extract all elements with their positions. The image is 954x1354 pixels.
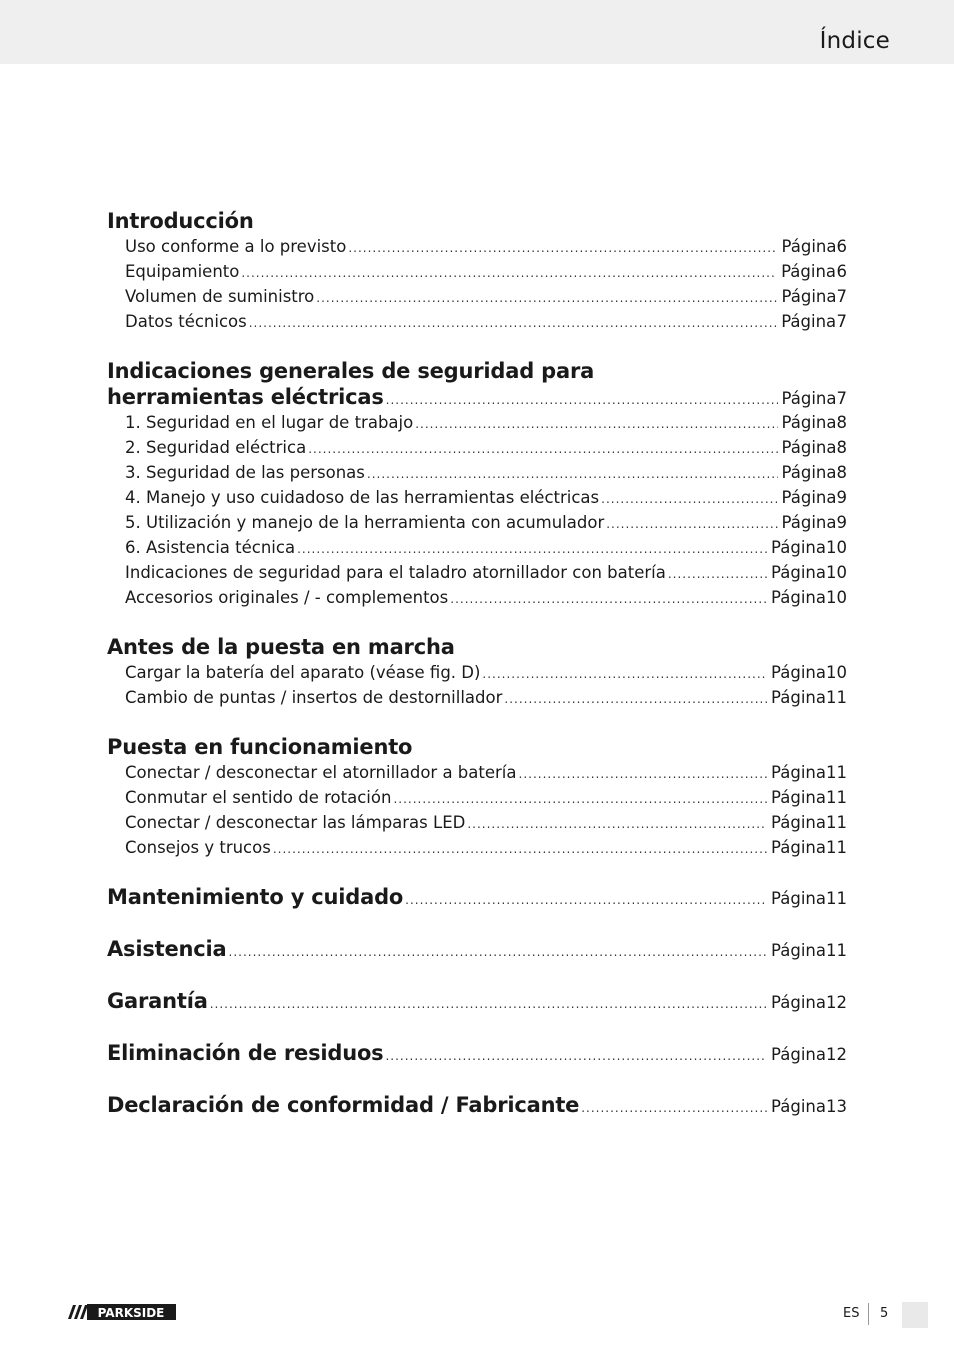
page-word: Página [771, 993, 826, 1012]
dot-leader [316, 286, 777, 311]
toc-entry[interactable] [107, 259, 847, 284]
page-number: 6 [836, 262, 847, 281]
toc-entry[interactable] [107, 810, 847, 835]
toc-section-declaracion [107, 1092, 847, 1118]
page-number: 8 [836, 413, 847, 432]
dot-leader [415, 412, 777, 437]
page-word: Página [781, 287, 837, 306]
entry-label: Conectar / desconectar el atornillador a batería [125, 763, 517, 782]
page-word: Página [781, 312, 837, 331]
page-word: Página [771, 588, 826, 607]
toc-entry[interactable] [107, 1092, 847, 1118]
page-number: 9 [836, 513, 847, 532]
entry-label: 1. Seguridad en el lugar de trabajo [125, 413, 414, 432]
dot-leader [405, 887, 767, 913]
dot-leader [367, 462, 778, 487]
entry-label: Equipamiento [125, 262, 240, 281]
toc-entry[interactable] [107, 835, 847, 860]
page-word: Página [781, 513, 837, 532]
page-number-footer: 5 [880, 1306, 889, 1321]
dot-leader [249, 311, 777, 336]
section-title: Eliminación de residuos [107, 1041, 384, 1065]
toc-entry[interactable] [107, 284, 847, 309]
section-title: Puesta en funcionamiento [107, 735, 413, 759]
entry-label: Datos técnicos [125, 312, 247, 331]
page-number: 11 [826, 941, 847, 960]
section-title: Declaración de conformidad / Fabricante [107, 1093, 580, 1117]
entry-label: 4. Manejo y uso cuidadoso de las herramientas eléctricas [125, 488, 600, 507]
page-number: 8 [836, 438, 847, 457]
page-word: Página [781, 488, 837, 507]
section-title: Garantía [107, 989, 208, 1013]
page-number: 10 [826, 538, 847, 557]
page-word: Página [771, 538, 826, 557]
toc-entry[interactable] [107, 410, 847, 435]
section-title: herramientas eléctricas [107, 385, 384, 409]
toc-entry[interactable] [107, 660, 847, 685]
page-word: Página [781, 438, 837, 457]
page-word: Página [771, 688, 826, 707]
page-number: 10 [826, 563, 847, 582]
toc-section-puesta-funcionamiento [107, 734, 847, 860]
page-number: 13 [826, 1097, 847, 1116]
page-number: 11 [826, 788, 847, 807]
brand-name: PARKSIDE [97, 1306, 165, 1320]
page-word: Página [771, 889, 826, 908]
page-number: 8 [836, 463, 847, 482]
section-title: Mantenimiento y cuidado [107, 885, 404, 909]
section-title: Introducción [107, 209, 254, 233]
toc-section-garantia [107, 988, 847, 1014]
footer-divider [868, 1303, 869, 1325]
entry-label: Cambio de puntas / insertos de destornillador [125, 688, 503, 707]
dot-leader [450, 587, 767, 612]
page-word: Página [771, 1097, 826, 1116]
toc-entry[interactable] [107, 510, 847, 535]
dot-leader [210, 991, 767, 1017]
dot-leader [581, 1095, 767, 1121]
toc-section-seguridad [107, 358, 847, 610]
entry-label: Indicaciones de seguridad para el taladro atornillador con batería [125, 563, 666, 582]
page-word: Página [771, 1045, 826, 1064]
page-corner-tab [902, 1302, 928, 1328]
toc-entry[interactable] [107, 460, 847, 485]
toc-entry[interactable] [107, 1040, 847, 1066]
entry-label: Conectar / desconectar las lámparas LED [125, 813, 466, 832]
dot-leader [393, 787, 767, 812]
entry-label: Accesorios originales / - complementos [125, 588, 449, 607]
entry-label: 2. Seguridad eléctrica [125, 438, 307, 457]
toc-entry[interactable] [107, 585, 847, 610]
header-band [0, 0, 954, 64]
toc-entry[interactable] [107, 785, 847, 810]
toc-section-asistencia [107, 936, 847, 962]
page-number: 7 [836, 287, 847, 306]
page-word: Página [771, 663, 826, 682]
page-word: Página [771, 838, 826, 857]
page-number: 12 [826, 993, 847, 1012]
page-number: 12 [826, 1045, 847, 1064]
toc-entry[interactable] [107, 535, 847, 560]
toc-entry[interactable] [107, 384, 847, 410]
dot-leader [386, 387, 778, 413]
toc-section-antes-puesta-marcha [107, 634, 847, 710]
page-word: Página [771, 941, 826, 960]
toc-section-introduccion [107, 208, 847, 334]
dot-leader [241, 261, 777, 286]
section-title: Indicaciones generales de seguridad para [107, 359, 595, 383]
section-title: Asistencia [107, 937, 227, 961]
page-word: Página [781, 389, 837, 408]
dot-leader [601, 487, 777, 512]
dot-leader [519, 762, 768, 787]
dot-leader [348, 236, 777, 261]
page-number: 11 [826, 688, 847, 707]
page-word: Página [781, 413, 837, 432]
toc-entry[interactable] [107, 560, 847, 585]
dot-leader [273, 837, 767, 862]
page-word: Página [781, 463, 837, 482]
toc-entry[interactable] [107, 884, 847, 910]
dot-leader [467, 812, 767, 837]
toc-entry[interactable] [107, 485, 847, 510]
page-title: Índice [819, 28, 890, 54]
dot-leader [229, 939, 768, 965]
toc-entry[interactable] [107, 685, 847, 710]
page-word: Página [771, 813, 826, 832]
page-number: 7 [836, 389, 847, 408]
dot-leader [504, 687, 767, 712]
dot-leader [668, 562, 767, 587]
page-word: Página [771, 763, 826, 782]
parkside-logo-icon [65, 1303, 177, 1321]
toc-entry[interactable] [107, 435, 847, 460]
toc-entry[interactable] [107, 234, 847, 259]
page-number: 7 [836, 312, 847, 331]
page-number: 11 [826, 889, 847, 908]
entry-label: Cargar la batería del aparato (véase fig. D) [125, 663, 481, 682]
toc-entry[interactable] [107, 988, 847, 1014]
dot-leader [297, 537, 767, 562]
page-word: Página [771, 788, 826, 807]
page-number: 11 [826, 838, 847, 857]
dot-leader [385, 1043, 767, 1069]
table-of-contents [107, 208, 847, 1144]
dot-leader [308, 437, 777, 462]
dot-leader [482, 662, 767, 687]
page-word: Página [771, 563, 826, 582]
page-number: 6 [836, 237, 847, 256]
page-number: 10 [826, 588, 847, 607]
page-number: 10 [826, 663, 847, 682]
page-number: 11 [826, 813, 847, 832]
dot-leader [606, 512, 777, 537]
toc-entry[interactable] [107, 760, 847, 785]
page-number: 9 [836, 488, 847, 507]
entry-label: 6. Asistencia técnica [125, 538, 296, 557]
page-word: Página [781, 262, 837, 281]
section-title: Antes de la puesta en marcha [107, 635, 455, 659]
entry-label: Uso conforme a lo previsto [125, 237, 347, 256]
language-code: ES [843, 1306, 860, 1321]
entry-label: Volumen de suministro [125, 287, 315, 306]
toc-entry[interactable] [107, 936, 847, 962]
toc-section-mantenimiento [107, 884, 847, 910]
entry-label: 3. Seguridad de las personas [125, 463, 365, 482]
parkside-logo [65, 1303, 177, 1321]
entry-label: Consejos y trucos [125, 838, 271, 857]
entry-label: Conmutar el sentido de rotación [125, 788, 392, 807]
page-word: Página [781, 237, 837, 256]
toc-entry[interactable] [107, 309, 847, 334]
page-number: 11 [826, 763, 847, 782]
entry-label: 5. Utilización y manejo de la herramienta con acumulador [125, 513, 605, 532]
toc-section-eliminacion [107, 1040, 847, 1066]
